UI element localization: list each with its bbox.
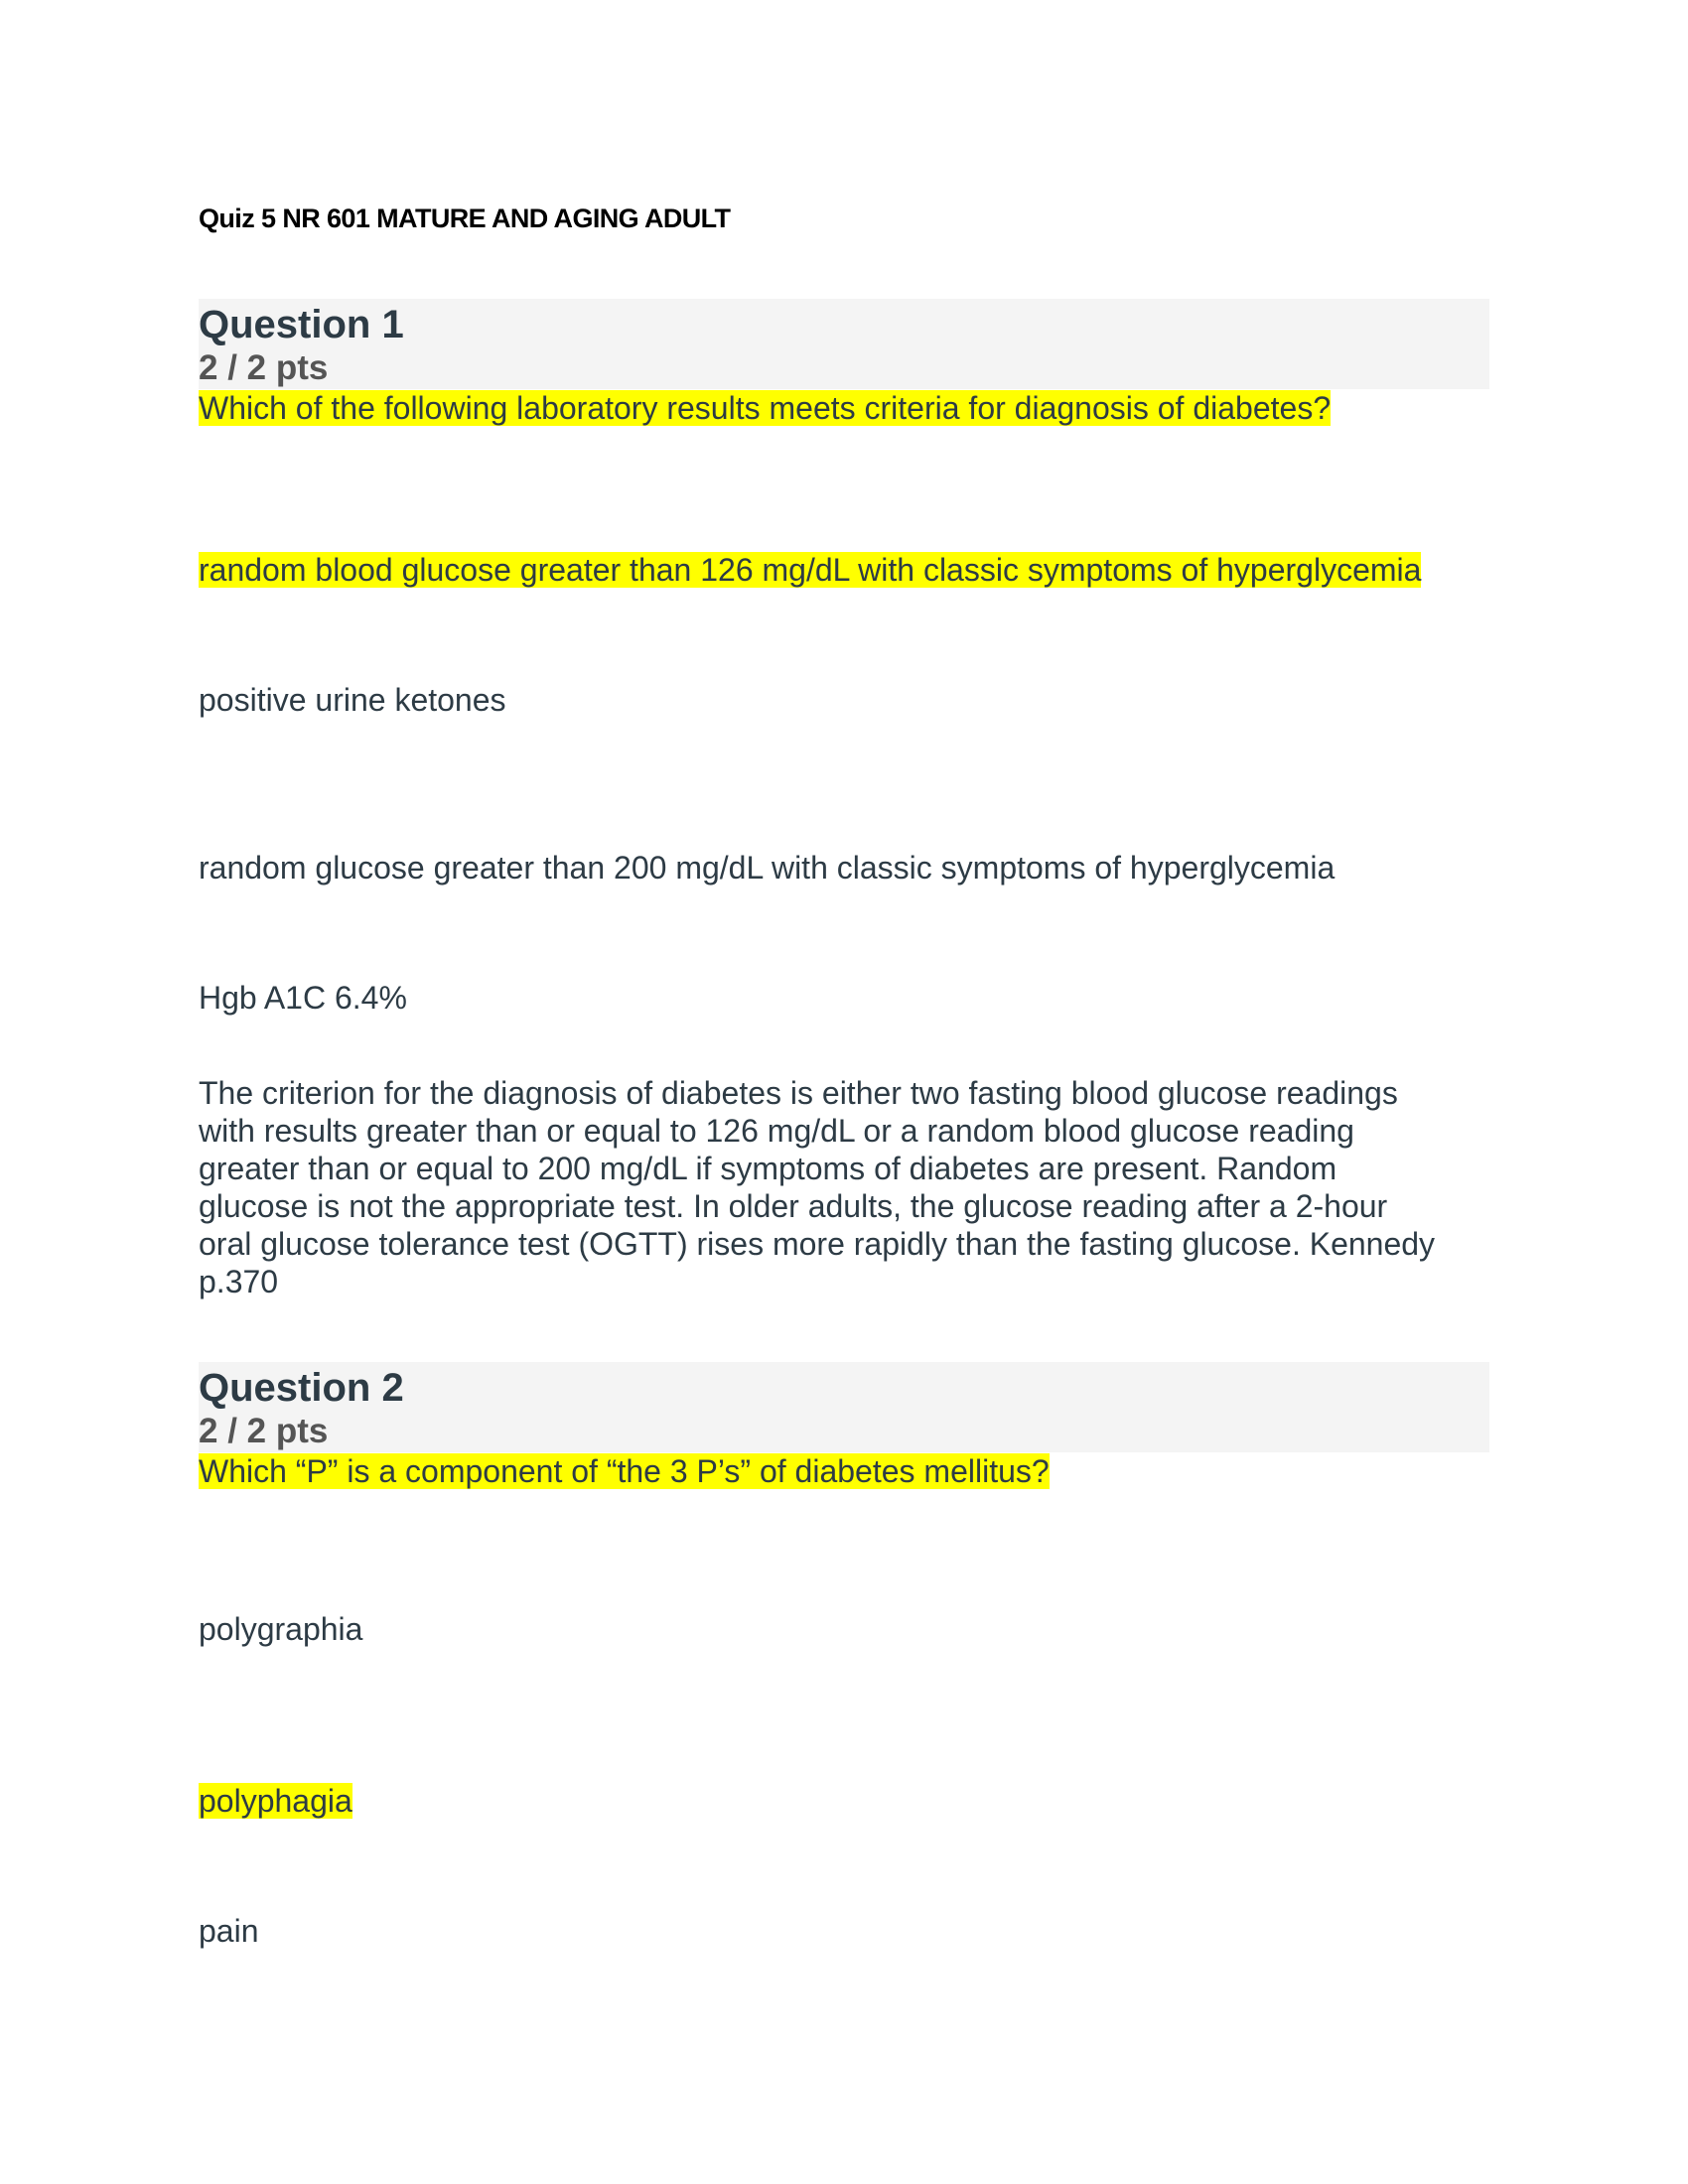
question-2-option-b[interactable] bbox=[199, 1782, 352, 1820]
option-text: random glucose greater than 200 mg/dL with classic symptoms of hyperglycemia bbox=[199, 850, 1336, 886]
question-2-option-c[interactable] bbox=[199, 1912, 259, 1950]
question-1-explanation bbox=[199, 1074, 1499, 1300]
question-1-prompt: Which of the following laboratory results meets criteria for diagnosis of diabetes? bbox=[199, 390, 1332, 426]
question-1-prompt-line bbox=[199, 389, 1331, 427]
question-2-title: Question 2 bbox=[199, 1366, 404, 1410]
question-1-option-b[interactable] bbox=[199, 681, 506, 719]
explanation-line: greater than or equal to 200 mg/dL if symptoms of diabetes are present. Random bbox=[199, 1151, 1337, 1186]
option-text: Hgb A1C 6.4% bbox=[199, 980, 407, 1016]
question-1-option-d[interactable] bbox=[199, 979, 407, 1017]
question-1-option-c[interactable] bbox=[199, 849, 1335, 887]
question-2-option-a[interactable] bbox=[199, 1610, 362, 1648]
question-2-header bbox=[199, 1362, 1489, 1452]
question-2-prompt: Which “P” is a component of “the 3 P’s” of diabetes mellitus? bbox=[199, 1453, 1050, 1489]
explanation-line: p.370 bbox=[199, 1264, 279, 1299]
explanation-line: glucose is not the appropriate test. In older adults, the glucose reading after a 2-hour bbox=[199, 1188, 1388, 1224]
question-2-points: 2 / 2 pts bbox=[199, 1412, 329, 1450]
question-2-prompt-line bbox=[199, 1452, 1050, 1490]
question-1-points: 2 / 2 pts bbox=[199, 348, 329, 387]
option-text: positive urine ketones bbox=[199, 682, 506, 718]
question-1-header bbox=[199, 299, 1489, 389]
option-text: pain bbox=[199, 1913, 259, 1949]
explanation-line: The criterion for the diagnosis of diabetes is either two fasting blood glucose readings bbox=[199, 1075, 1398, 1111]
question-1-title: Question 1 bbox=[199, 303, 404, 346]
option-text: polyphagia bbox=[199, 1783, 352, 1819]
question-1-option-a[interactable] bbox=[199, 551, 1421, 589]
option-text: polygraphia bbox=[199, 1611, 363, 1647]
explanation-line: oral glucose tolerance test (OGTT) rises more rapidly than the fasting glucose. Kennedy bbox=[199, 1226, 1436, 1262]
option-text: random blood glucose greater than 126 mg/dL with classic symptoms of hyperglycemia bbox=[199, 552, 1422, 588]
document-title: Quiz 5 NR 601 MATURE AND AGING ADULT bbox=[199, 204, 731, 233]
explanation-line: with results greater than or equal to 126 mg/dL or a random blood glucose reading bbox=[199, 1113, 1354, 1149]
